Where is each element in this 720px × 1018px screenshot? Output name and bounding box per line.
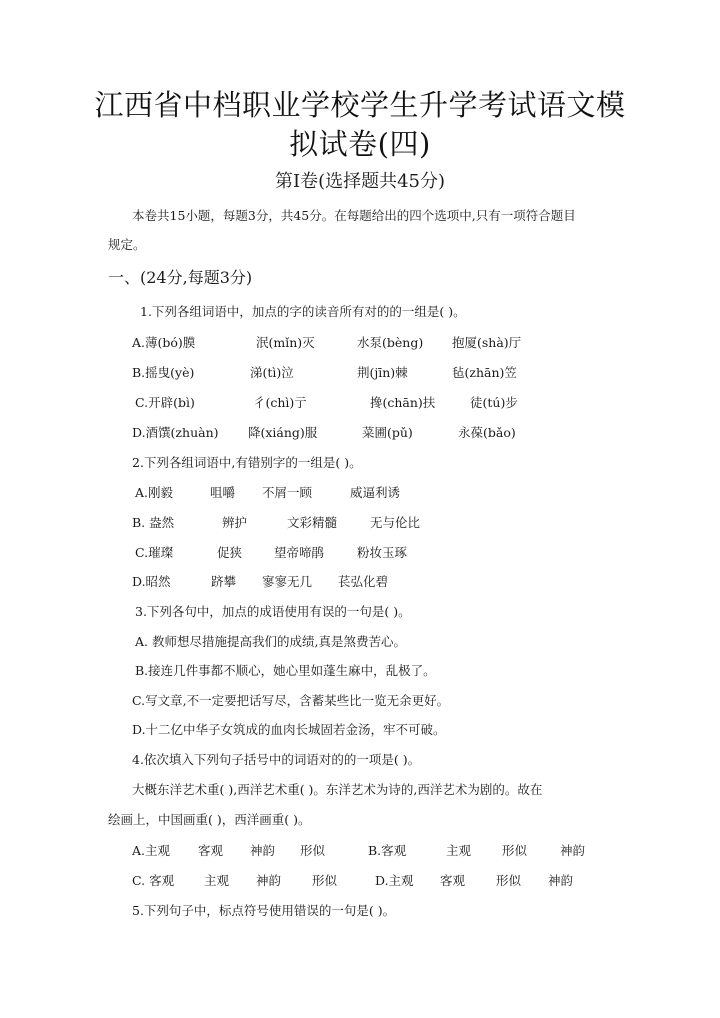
q1-option-c-4: 徒(tú)步	[470, 395, 518, 410]
q4-passage-line2: 绘画上，中国画重( )，西洋画重( )。	[108, 812, 311, 827]
exam-title-line2: 拟试卷(四)	[289, 127, 431, 161]
q4-option-b-4: 神韵	[560, 843, 586, 858]
q3-option-b: B.接连几件事都不顺心，她心里如蓬生麻中，乱极了。	[135, 663, 436, 678]
q4-option-b-3: 形似	[502, 843, 528, 858]
q4-option-a-3: 神韵	[250, 843, 276, 858]
q2-option-b-4: 无与伦比	[370, 515, 421, 530]
q1-option-d-4: 永葆(bǎo)	[458, 425, 516, 440]
q1-option-d-1: D.酒馔(zhuàn)	[132, 425, 219, 440]
q1-option-c-1: C.开辟(bì)	[135, 395, 195, 410]
q2-option-b-2: 辨护	[222, 515, 248, 530]
q4-option-c-1: C. 客观	[132, 873, 175, 888]
volume-subtitle: 第Ⅰ卷(选择题共45分)	[274, 171, 446, 192]
q1-option-d-3: 菜圃(pǔ)	[362, 425, 413, 440]
q5-stem: 5.下列句子中，标点符号使用错误的一句是( )。	[132, 903, 396, 918]
exam-title-line1: 江西省中档职业学校学生升学考试语文模	[94, 88, 626, 122]
q1-option-b-2: 涕(tì)泣	[250, 365, 294, 380]
q1-option-a-1: A.薄(bó)膜	[132, 335, 196, 350]
q2-option-c-3: 望帝啼鹃	[274, 545, 325, 560]
q4-option-d-3: 形似	[496, 873, 522, 888]
q4-option-d-4: 神韵	[548, 873, 574, 888]
q4-option-a-4: 形似	[300, 843, 326, 858]
q2-option-b-3: 文彩精髓	[287, 515, 338, 530]
section-heading: 一、(24分,每题3分)	[108, 268, 253, 287]
q2-option-b-1: B. 盎然	[132, 515, 175, 530]
q4-option-a-1: A.主观	[132, 843, 171, 858]
q2-option-d-4: 苌弘化碧	[338, 574, 389, 589]
q1-option-d-2: 降(xiáng)服	[248, 425, 318, 440]
q3-stem: 3.下列各句中，加点的成语使用有误的一句是( )。	[135, 604, 411, 619]
q2-option-c-4: 粉妆玉琢	[357, 545, 408, 560]
q1-option-c-2: 彳(chì)亍	[253, 395, 307, 410]
q1-option-b-4: 毡(zhān)笠	[452, 365, 517, 380]
q2-option-d-1: D.昭然	[132, 574, 171, 589]
q2-option-c-2: 促狭	[217, 545, 243, 560]
q4-option-b-2: 主观	[446, 843, 472, 858]
q4-option-c-3: 神韵	[256, 873, 282, 888]
q1-option-b-1: B.摇曳(yè)	[132, 365, 195, 380]
q2-option-c-1: C.璀璨	[135, 545, 174, 560]
q1-option-a-2: 泯(mǐn)灭	[256, 335, 315, 350]
q4-stem: 4.依次填入下列句子括号中的词语对的的一项是( )。	[132, 752, 421, 767]
q4-option-a-2: 客观	[198, 843, 224, 858]
intro-line2: 规定。	[108, 237, 146, 252]
q1-option-a-4: 抱厦(shà)厅	[452, 335, 522, 350]
q3-option-a: A. 教师想尽措施提高我们的成绩,真是煞费苦心。	[135, 634, 406, 649]
q2-option-d-3: 寥寥无几	[262, 574, 313, 589]
q4-option-c-2: 主观	[204, 873, 230, 888]
q4-option-c-4: 形似	[312, 873, 338, 888]
q1-stem: 1.下列各组词语中，加点的字的读音所有对的的一组是( )。	[140, 304, 466, 319]
q4-option-d-1: D.主观	[375, 873, 414, 888]
q3-option-c: C.写文章,不一定要把话写尽，含蓄某些比一览无余更好。	[132, 693, 450, 708]
intro-line1: 本卷共15小题，每题3分，共45分。在每题给出的四个选项中,只有一项符合题目	[132, 208, 576, 223]
q2-option-d-2: 跻攀	[211, 574, 237, 589]
q4-passage-line1: 大概东洋艺术重( ),西洋艺术重( )。东洋艺术为诗的,西洋艺术为剧的。故在	[132, 782, 543, 797]
q2-option-a-3: 不屑一顾	[262, 485, 313, 500]
q1-option-c-3: 搀(chān)扶	[370, 395, 436, 410]
q2-option-a-4: 威逼利诱	[350, 485, 401, 500]
q3-option-d: D.十二亿中华子女筑成的血肉长城固若金汤，牢不可破。	[132, 722, 446, 737]
q2-option-a-2: 咀嚼	[210, 485, 236, 500]
q1-option-a-3: 水泵(bèng)	[357, 335, 424, 350]
q2-stem: 2.下列各组词语中,有错别字的一组是( )。	[132, 455, 362, 470]
q1-option-b-3: 荆(jīn)棘	[357, 365, 408, 380]
q4-option-d-2: 客观	[440, 873, 466, 888]
q4-option-b-1: B.客观	[368, 843, 407, 858]
q2-option-a-1: A.刚毅	[135, 485, 174, 500]
